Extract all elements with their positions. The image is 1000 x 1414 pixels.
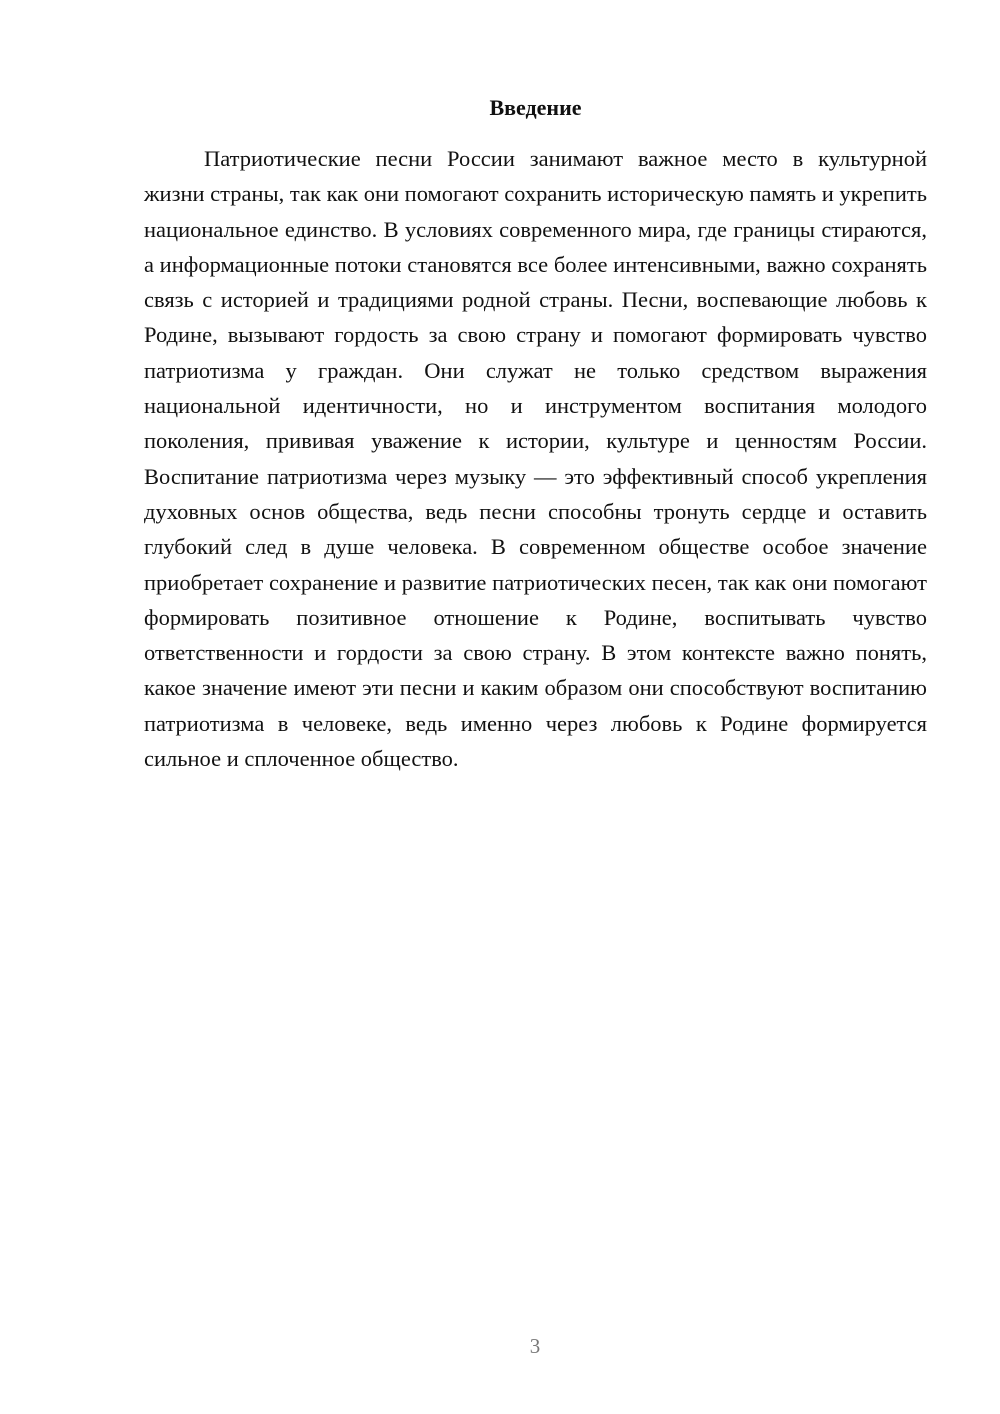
page-number: 3 <box>529 1334 541 1358</box>
body-paragraph: Патриотические песни России занимают важное место в культурной жизни страны, так как они помогают сохранить историческую память и укрепить национальное единство. В условиях современного мира, где границы стираются, а информационные потоки становятся все более интенсивными, важно сохранять связь с историей и традициями родной страны. Песни, воспевающие любовь к Родине, вызывают гордость за свою страну и помогают формировать чувство патриотизма у граждан. Они служат не только средством выражения национальной идентичности, но и инструментом воспитания молодого поколения, прививая уважение к истории, культуре и ценностям России. Воспитание патриотизма через музыку — это эффективный способ укрепления духовных основ общества, ведь песни способны тронуть сердце и оставить глубокий след в душе человека. В современном обществе особое значение приобретает сохранение и развитие патриотических песен, так как они помогают формировать позитивное отношение к Родине, воспитывать чувство ответственности и гордости за свою страну. В этом контексте важно понять, какое значение имеют эти песни и каким образом они способствуют воспитанию патриотизма в человеке, ведь именно через любовь к Родине формируется сильное и сплоченное общество. <box>144 146 928 772</box>
section-title: Введение <box>489 95 582 120</box>
